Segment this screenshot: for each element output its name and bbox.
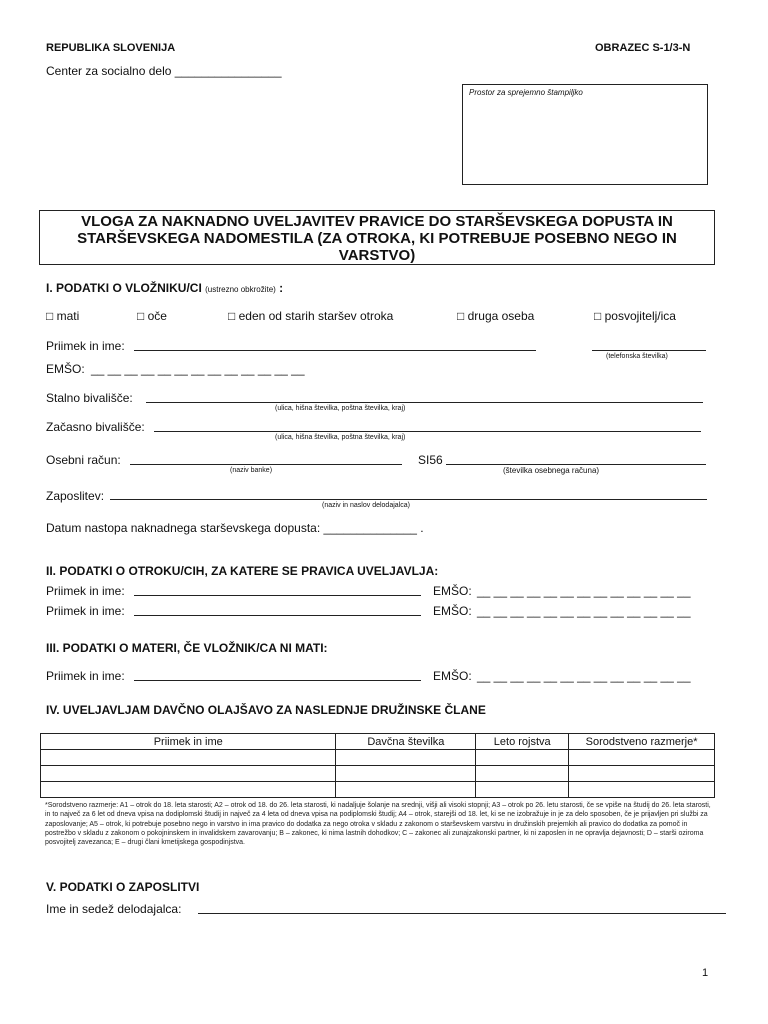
table-cell[interactable] — [476, 750, 569, 766]
option-label: oče — [147, 309, 167, 323]
section5-heading: V. PODATKI O ZAPOSLITVI — [46, 880, 200, 894]
account-label: Osebni račun: — [46, 453, 121, 467]
section1-heading-text: I. PODATKI O VLOŽNIKU/CI — [46, 281, 202, 295]
phone-field[interactable] — [592, 350, 706, 351]
child2-surname-label: Priimek in ime: — [46, 604, 125, 618]
relationship-footnote: *Sorodstveno razmerje: A1 – otrok do 18. leta starosti; A2 – otrok od 18. do 26. leta starosti, ki nadaljuje šolanje na srednji, višji ali visoki stopnji; A3 – otrok po 26. letu starosti, če se vpiše na študij do 26. leta starosti, in to največ za 6 let od dneva vpisa na dodiplomski študij in največ za 4 leta od dneva vpisa na podiplomski študij; A4 – otrok, starejši od 18. let, ki se ne izobražuje in je za delo sposoben, če je prijavljen pri službi za zaposlovanje; A5 – otrok, ki potrebuje posebno nego in varstvo in ima pravico do dodatka za nego otroka v skladu z zakonom o starševskem varstvu in družinskih prejemkih ali pravico do dodatka za pomoč in postrežbo v skladu z zakonom o pokojninskem in invalidskem zavarovanju; B – zakonec, ki nima lastnih dohodkov; C – zakonec ali zunajzakonski partner, ki ni zaposlen in ne opravlja dejavnosti; D – starši oziroma posvojitelj zavezanca; E – drugi člani kmetijskega gospodinjstva. — [45, 802, 711, 847]
section1-heading-note: (ustrezno obkrožite) — [205, 285, 276, 294]
stamp-label: Prostor za sprejemno štampiljko — [469, 88, 583, 97]
child2-emso-label: EMŠO: — [433, 604, 472, 618]
table-header-row — [41, 734, 715, 750]
bank-caption: (naziv banke) — [230, 467, 273, 474]
table-cell[interactable] — [336, 766, 476, 782]
table-cell[interactable] — [41, 766, 336, 782]
option-label: druga oseba — [467, 309, 535, 323]
stamp-box — [462, 84, 708, 185]
section2-heading: II. PODATKI O OTROKU/CIH, ZA KATERE SE PRAVICA UVELJAVLJA: — [46, 564, 439, 578]
emso-field[interactable]: __ __ __ __ __ __ __ __ __ __ __ __ __ — [91, 362, 305, 376]
title-line-3: VARSTVO) — [338, 247, 416, 264]
account-number-field[interactable] — [446, 464, 706, 465]
table-row — [41, 750, 715, 766]
option-oce[interactable] — [137, 309, 167, 323]
checkbox-icon: □ — [137, 309, 148, 323]
form-title — [39, 210, 715, 265]
child1-emso-label: EMŠO: — [433, 584, 472, 598]
start-date-field[interactable]: Datum nastopa naknadnega starševskega dopusta: ______________ . — [46, 521, 424, 535]
employer-caption: (naziv in naslov delodajalca) — [322, 502, 410, 509]
si56-label: SI56 — [418, 453, 443, 467]
col-header-name: Priimek in ime — [41, 734, 336, 750]
form-code: OBRAZEC S-1/3-N — [595, 42, 691, 54]
phone-caption: (telefonska številka) — [606, 353, 668, 360]
employment-field[interactable] — [110, 499, 707, 500]
checkbox-icon: □ — [457, 309, 468, 323]
child1-surname-field[interactable] — [134, 595, 421, 596]
checkbox-icon: □ — [594, 309, 605, 323]
mother-surname-label: Priimek in ime: — [46, 669, 125, 683]
bank-field[interactable] — [130, 464, 402, 465]
table-row — [41, 782, 715, 798]
col-header-birth-year: Leto rojstva — [476, 734, 569, 750]
center-field[interactable]: Center za socialno delo ________________ — [46, 64, 282, 78]
section1-heading — [46, 281, 283, 295]
section1-heading-colon: : — [279, 281, 284, 295]
child2-surname-field[interactable] — [134, 615, 421, 616]
emso-label: EMŠO: — [46, 362, 85, 376]
table-cell[interactable] — [41, 750, 336, 766]
employer-field[interactable] — [198, 913, 726, 914]
page-number: 1 — [702, 967, 709, 979]
section4-heading: IV. UVELJAVLJAM DAVČNO OLAJŠAVO ZA NASLEDNJE DRUŽINSKE ČLANE — [46, 703, 486, 717]
family-members-table — [40, 733, 715, 798]
table-cell[interactable] — [41, 782, 336, 798]
col-header-tax-number: Davčna številka — [336, 734, 476, 750]
section3-heading: III. PODATKI O MATERI, ČE VLOŽNIK/CA NI MATI: — [46, 641, 328, 655]
option-mati[interactable] — [46, 309, 79, 323]
employer-label: Ime in sedež delodajalca: — [46, 902, 182, 916]
table-cell[interactable] — [336, 750, 476, 766]
permanent-address-label: Stalno bivališče: — [46, 391, 133, 405]
checkbox-icon: □ — [46, 309, 57, 323]
address-caption: (ulica, hišna številka, poštna številka, kraj) — [275, 405, 406, 412]
employment-label: Zaposlitev: — [46, 489, 105, 503]
option-other[interactable] — [457, 309, 534, 323]
mother-emso-field[interactable]: __ __ __ __ __ __ __ __ __ __ __ __ __ — [477, 669, 691, 683]
republic-label: REPUBLIKA SLOVENIJA — [46, 42, 176, 54]
title-line-2: STARŠEVSKEGA NADOMESTILA (ZA OTROKA, KI POTREBUJE POSEBNO NEGO IN — [77, 230, 677, 247]
mother-surname-field[interactable] — [134, 680, 421, 681]
permanent-address-field[interactable] — [146, 402, 703, 403]
option-label: mati — [56, 309, 80, 323]
surname-label: Priimek in ime: — [46, 339, 125, 353]
option-label: eden od starih staršev otroka — [238, 309, 394, 323]
table-cell[interactable] — [476, 782, 569, 798]
surname-field[interactable] — [134, 350, 536, 351]
table-cell[interactable] — [569, 750, 715, 766]
option-grandparent[interactable] — [228, 309, 393, 323]
table-cell[interactable] — [336, 782, 476, 798]
table-cell[interactable] — [569, 782, 715, 798]
child1-emso-field[interactable]: __ __ __ __ __ __ __ __ __ __ __ __ __ — [477, 584, 691, 598]
option-adoptive[interactable] — [594, 309, 676, 323]
child1-surname-label: Priimek in ime: — [46, 584, 125, 598]
col-header-relationship: Sorodstveno razmerje* — [569, 734, 715, 750]
child2-emso-field[interactable]: __ __ __ __ __ __ __ __ __ __ __ __ __ — [477, 604, 691, 618]
checkbox-icon: □ — [228, 309, 239, 323]
table-cell[interactable] — [476, 766, 569, 782]
option-label: posvojitelj/ica — [604, 309, 676, 323]
account-caption: (številka osebnega računa) — [503, 466, 600, 475]
temporary-address-field[interactable] — [154, 431, 701, 432]
temporary-address-label: Začasno bivališče: — [46, 420, 145, 434]
address-caption: (ulica, hišna številka, poštna številka, kraj) — [275, 434, 406, 441]
table-row — [41, 766, 715, 782]
table-cell[interactable] — [569, 766, 715, 782]
mother-emso-label: EMŠO: — [433, 669, 472, 683]
title-line-1: VLOGA ZA NAKNADNO UVELJAVITEV PRAVICE DO STARŠEVSKEGA DOPUSTA IN — [81, 213, 673, 230]
